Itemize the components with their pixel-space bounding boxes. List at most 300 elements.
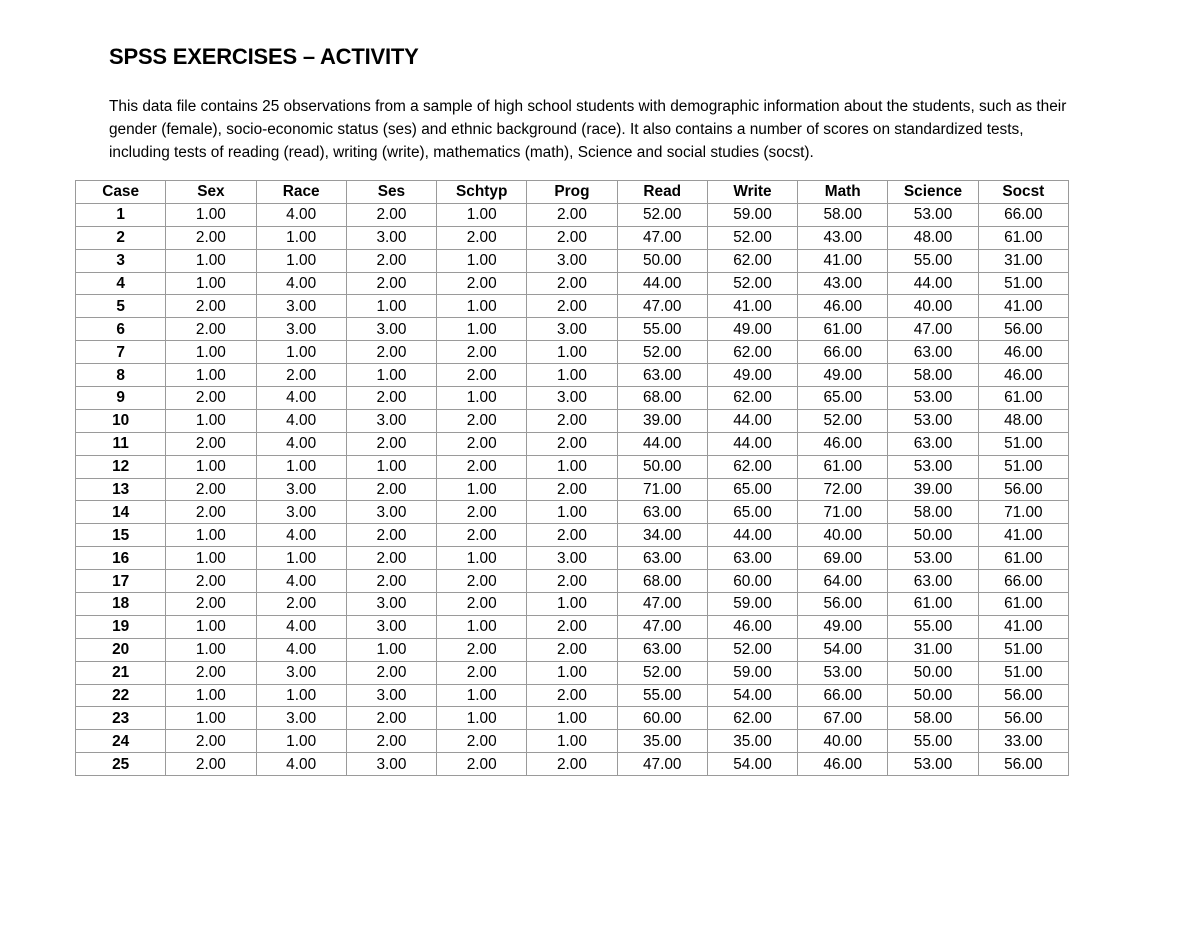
cell-race: 4.00 (256, 615, 346, 638)
cell-sex: 1.00 (166, 249, 256, 272)
cell-race: 2.00 (256, 364, 346, 387)
cell-schtyp: 2.00 (437, 638, 527, 661)
cell-schtyp: 1.00 (437, 318, 527, 341)
cell-socst: 56.00 (978, 707, 1068, 730)
cell-math: 71.00 (798, 501, 888, 524)
cell-ses: 3.00 (346, 409, 436, 432)
cell-socst: 51.00 (978, 661, 1068, 684)
cell-sex: 1.00 (166, 638, 256, 661)
cell-science: 63.00 (888, 432, 978, 455)
cell-ses: 2.00 (346, 524, 436, 547)
cell-race: 4.00 (256, 203, 346, 226)
table-row (76, 615, 1069, 638)
cell-science: 53.00 (888, 409, 978, 432)
cell-read: 52.00 (617, 203, 707, 226)
cell-science: 61.00 (888, 593, 978, 616)
cell-math: 61.00 (798, 318, 888, 341)
cell-schtyp: 2.00 (437, 753, 527, 776)
table-row (76, 684, 1069, 707)
cell-read: 63.00 (617, 501, 707, 524)
cell-read: 47.00 (617, 226, 707, 249)
cell-prog: 2.00 (527, 295, 617, 318)
cell-read: 47.00 (617, 295, 707, 318)
cell-ses: 3.00 (346, 753, 436, 776)
cell-case: 12 (76, 455, 166, 478)
cell-ses: 3.00 (346, 501, 436, 524)
cell-write: 62.00 (707, 387, 797, 410)
header-row (76, 181, 1069, 204)
cell-schtyp: 2.00 (437, 455, 527, 478)
cell-math: 40.00 (798, 524, 888, 547)
cell-science: 47.00 (888, 318, 978, 341)
cell-ses: 2.00 (346, 707, 436, 730)
cell-socst: 51.00 (978, 455, 1068, 478)
cell-science: 63.00 (888, 341, 978, 364)
cell-prog: 2.00 (527, 753, 617, 776)
cell-schtyp: 2.00 (437, 570, 527, 593)
cell-prog: 1.00 (527, 730, 617, 753)
cell-prog: 1.00 (527, 593, 617, 616)
cell-case: 19 (76, 615, 166, 638)
cell-math: 41.00 (798, 249, 888, 272)
cell-write: 52.00 (707, 272, 797, 295)
cell-case: 15 (76, 524, 166, 547)
cell-sex: 1.00 (166, 455, 256, 478)
cell-sex: 2.00 (166, 501, 256, 524)
cell-read: 71.00 (617, 478, 707, 501)
cell-math: 66.00 (798, 341, 888, 364)
cell-write: 44.00 (707, 524, 797, 547)
cell-math: 43.00 (798, 226, 888, 249)
cell-sex: 1.00 (166, 203, 256, 226)
cell-read: 52.00 (617, 661, 707, 684)
table-row (76, 341, 1069, 364)
cell-write: 52.00 (707, 638, 797, 661)
cell-case: 23 (76, 707, 166, 730)
cell-math: 43.00 (798, 272, 888, 295)
cell-write: 59.00 (707, 593, 797, 616)
cell-schtyp: 1.00 (437, 684, 527, 707)
cell-read: 63.00 (617, 638, 707, 661)
cell-science: 63.00 (888, 570, 978, 593)
cell-write: 62.00 (707, 249, 797, 272)
cell-science: 53.00 (888, 203, 978, 226)
cell-race: 3.00 (256, 478, 346, 501)
cell-race: 3.00 (256, 707, 346, 730)
cell-write: 54.00 (707, 684, 797, 707)
cell-math: 53.00 (798, 661, 888, 684)
cell-schtyp: 1.00 (437, 547, 527, 570)
cell-write: 62.00 (707, 707, 797, 730)
data-table (75, 180, 1069, 776)
cell-race: 1.00 (256, 455, 346, 478)
column-header-math: Math (798, 181, 888, 204)
table-row (76, 707, 1069, 730)
cell-math: 67.00 (798, 707, 888, 730)
cell-science: 44.00 (888, 272, 978, 295)
cell-ses: 2.00 (346, 478, 436, 501)
cell-sex: 2.00 (166, 593, 256, 616)
cell-case: 14 (76, 501, 166, 524)
column-header-schtyp: Schtyp (437, 181, 527, 204)
table-row (76, 547, 1069, 570)
column-header-race: Race (256, 181, 346, 204)
cell-race: 3.00 (256, 295, 346, 318)
cell-read: 47.00 (617, 753, 707, 776)
cell-case: 3 (76, 249, 166, 272)
table-row (76, 387, 1069, 410)
cell-sex: 2.00 (166, 318, 256, 341)
cell-socst: 56.00 (978, 753, 1068, 776)
cell-prog: 2.00 (527, 684, 617, 707)
cell-science: 50.00 (888, 684, 978, 707)
cell-schtyp: 2.00 (437, 432, 527, 455)
cell-ses: 2.00 (346, 661, 436, 684)
table-row (76, 432, 1069, 455)
cell-ses: 1.00 (346, 364, 436, 387)
cell-prog: 1.00 (527, 661, 617, 684)
cell-sex: 2.00 (166, 387, 256, 410)
cell-case: 25 (76, 753, 166, 776)
cell-socst: 46.00 (978, 364, 1068, 387)
cell-case: 5 (76, 295, 166, 318)
cell-science: 53.00 (888, 547, 978, 570)
cell-sex: 2.00 (166, 226, 256, 249)
cell-race: 4.00 (256, 432, 346, 455)
table-row (76, 455, 1069, 478)
cell-write: 44.00 (707, 409, 797, 432)
table-row (76, 203, 1069, 226)
cell-sex: 2.00 (166, 730, 256, 753)
cell-prog: 1.00 (527, 455, 617, 478)
cell-science: 53.00 (888, 387, 978, 410)
cell-race: 3.00 (256, 661, 346, 684)
cell-science: 58.00 (888, 364, 978, 387)
cell-race: 4.00 (256, 570, 346, 593)
table-row (76, 501, 1069, 524)
cell-write: 49.00 (707, 364, 797, 387)
cell-socst: 61.00 (978, 593, 1068, 616)
cell-sex: 2.00 (166, 478, 256, 501)
cell-ses: 2.00 (346, 387, 436, 410)
cell-socst: 56.00 (978, 478, 1068, 501)
cell-ses: 3.00 (346, 593, 436, 616)
table-header (76, 181, 1069, 204)
cell-schtyp: 1.00 (437, 203, 527, 226)
cell-prog: 3.00 (527, 249, 617, 272)
cell-sex: 1.00 (166, 272, 256, 295)
cell-race: 4.00 (256, 753, 346, 776)
cell-science: 58.00 (888, 501, 978, 524)
cell-math: 54.00 (798, 638, 888, 661)
cell-prog: 2.00 (527, 272, 617, 295)
cell-case: 22 (76, 684, 166, 707)
cell-schtyp: 2.00 (437, 524, 527, 547)
cell-case: 8 (76, 364, 166, 387)
cell-race: 1.00 (256, 547, 346, 570)
cell-math: 69.00 (798, 547, 888, 570)
cell-math: 40.00 (798, 730, 888, 753)
cell-read: 52.00 (617, 341, 707, 364)
cell-sex: 1.00 (166, 707, 256, 730)
cell-write: 63.00 (707, 547, 797, 570)
cell-ses: 2.00 (346, 570, 436, 593)
table-row (76, 524, 1069, 547)
cell-read: 50.00 (617, 249, 707, 272)
cell-socst: 41.00 (978, 615, 1068, 638)
cell-schtyp: 2.00 (437, 661, 527, 684)
column-header-prog: Prog (527, 181, 617, 204)
cell-math: 56.00 (798, 593, 888, 616)
cell-case: 20 (76, 638, 166, 661)
cell-math: 52.00 (798, 409, 888, 432)
cell-prog: 3.00 (527, 318, 617, 341)
cell-math: 66.00 (798, 684, 888, 707)
cell-case: 10 (76, 409, 166, 432)
cell-case: 9 (76, 387, 166, 410)
cell-ses: 1.00 (346, 638, 436, 661)
cell-socst: 56.00 (978, 318, 1068, 341)
cell-ses: 2.00 (346, 730, 436, 753)
cell-case: 16 (76, 547, 166, 570)
cell-case: 13 (76, 478, 166, 501)
cell-read: 68.00 (617, 387, 707, 410)
cell-case: 7 (76, 341, 166, 364)
cell-socst: 41.00 (978, 295, 1068, 318)
cell-socst: 51.00 (978, 432, 1068, 455)
cell-prog: 1.00 (527, 501, 617, 524)
cell-socst: 51.00 (978, 272, 1068, 295)
cell-race: 4.00 (256, 272, 346, 295)
cell-read: 39.00 (617, 409, 707, 432)
cell-ses: 3.00 (346, 226, 436, 249)
cell-socst: 56.00 (978, 684, 1068, 707)
cell-socst: 31.00 (978, 249, 1068, 272)
cell-case: 2 (76, 226, 166, 249)
cell-prog: 1.00 (527, 707, 617, 730)
table-row (76, 295, 1069, 318)
cell-ses: 2.00 (346, 272, 436, 295)
table-row (76, 364, 1069, 387)
table-row (76, 638, 1069, 661)
cell-schtyp: 2.00 (437, 593, 527, 616)
cell-prog: 2.00 (527, 409, 617, 432)
cell-race: 1.00 (256, 730, 346, 753)
table-row (76, 226, 1069, 249)
cell-sex: 2.00 (166, 753, 256, 776)
cell-socst: 61.00 (978, 547, 1068, 570)
column-header-sex: Sex (166, 181, 256, 204)
cell-write: 41.00 (707, 295, 797, 318)
cell-ses: 3.00 (346, 615, 436, 638)
cell-science: 40.00 (888, 295, 978, 318)
cell-read: 47.00 (617, 593, 707, 616)
cell-sex: 2.00 (166, 295, 256, 318)
cell-read: 68.00 (617, 570, 707, 593)
cell-sex: 1.00 (166, 547, 256, 570)
cell-read: 47.00 (617, 615, 707, 638)
cell-prog: 3.00 (527, 387, 617, 410)
cell-prog: 2.00 (527, 615, 617, 638)
column-header-ses: Ses (346, 181, 436, 204)
cell-read: 63.00 (617, 547, 707, 570)
cell-write: 49.00 (707, 318, 797, 341)
cell-science: 58.00 (888, 707, 978, 730)
table-row (76, 249, 1069, 272)
cell-math: 72.00 (798, 478, 888, 501)
cell-socst: 61.00 (978, 226, 1068, 249)
cell-sex: 2.00 (166, 661, 256, 684)
cell-socst: 51.00 (978, 638, 1068, 661)
cell-schtyp: 1.00 (437, 387, 527, 410)
cell-prog: 2.00 (527, 570, 617, 593)
cell-math: 46.00 (798, 295, 888, 318)
cell-case: 4 (76, 272, 166, 295)
table-row (76, 661, 1069, 684)
cell-read: 34.00 (617, 524, 707, 547)
cell-write: 59.00 (707, 203, 797, 226)
cell-write: 62.00 (707, 341, 797, 364)
document-title: SPSS EXERCISES – ACTIVITY (109, 44, 419, 69)
cell-ses: 3.00 (346, 684, 436, 707)
cell-sex: 1.00 (166, 409, 256, 432)
cell-schtyp: 1.00 (437, 615, 527, 638)
cell-math: 65.00 (798, 387, 888, 410)
cell-socst: 71.00 (978, 501, 1068, 524)
cell-race: 4.00 (256, 524, 346, 547)
cell-write: 59.00 (707, 661, 797, 684)
cell-schtyp: 2.00 (437, 226, 527, 249)
column-header-case: Case (76, 181, 166, 204)
cell-prog: 2.00 (527, 203, 617, 226)
cell-prog: 1.00 (527, 364, 617, 387)
cell-science: 39.00 (888, 478, 978, 501)
cell-race: 1.00 (256, 249, 346, 272)
table-row (76, 318, 1069, 341)
cell-read: 55.00 (617, 318, 707, 341)
cell-write: 60.00 (707, 570, 797, 593)
cell-socst: 61.00 (978, 387, 1068, 410)
cell-race: 3.00 (256, 318, 346, 341)
cell-ses: 2.00 (346, 249, 436, 272)
cell-sex: 2.00 (166, 570, 256, 593)
cell-write: 46.00 (707, 615, 797, 638)
cell-read: 50.00 (617, 455, 707, 478)
cell-math: 61.00 (798, 455, 888, 478)
table-row (76, 753, 1069, 776)
cell-science: 31.00 (888, 638, 978, 661)
cell-schtyp: 1.00 (437, 249, 527, 272)
cell-prog: 1.00 (527, 341, 617, 364)
cell-ses: 2.00 (346, 341, 436, 364)
cell-math: 46.00 (798, 753, 888, 776)
cell-case: 21 (76, 661, 166, 684)
cell-prog: 2.00 (527, 638, 617, 661)
cell-sex: 1.00 (166, 524, 256, 547)
cell-write: 65.00 (707, 501, 797, 524)
cell-race: 4.00 (256, 638, 346, 661)
cell-socst: 33.00 (978, 730, 1068, 753)
cell-write: 52.00 (707, 226, 797, 249)
cell-science: 50.00 (888, 661, 978, 684)
cell-read: 35.00 (617, 730, 707, 753)
cell-race: 3.00 (256, 501, 346, 524)
intro-paragraph: This data file contains 25 observations from a sample of high school students with demographic information about the students, such as their gender (female), socio-economic status (ses) and ethnic background (race). It also contains a number of scores on standardized tests, including tests of reading (read), writing (write), mathematics (math), Science and social studies (socst). (109, 98, 1067, 161)
cell-science: 55.00 (888, 249, 978, 272)
cell-science: 48.00 (888, 226, 978, 249)
cell-schtyp: 1.00 (437, 295, 527, 318)
cell-case: 17 (76, 570, 166, 593)
cell-race: 1.00 (256, 684, 346, 707)
cell-science: 55.00 (888, 730, 978, 753)
cell-ses: 2.00 (346, 547, 436, 570)
cell-socst: 66.00 (978, 570, 1068, 593)
cell-write: 35.00 (707, 730, 797, 753)
cell-schtyp: 2.00 (437, 730, 527, 753)
cell-prog: 2.00 (527, 432, 617, 455)
cell-sex: 1.00 (166, 341, 256, 364)
cell-case: 18 (76, 593, 166, 616)
column-header-socst: Socst (978, 181, 1068, 204)
table-row (76, 272, 1069, 295)
cell-socst: 41.00 (978, 524, 1068, 547)
cell-ses: 2.00 (346, 203, 436, 226)
cell-science: 50.00 (888, 524, 978, 547)
cell-schtyp: 2.00 (437, 272, 527, 295)
cell-schtyp: 2.00 (437, 501, 527, 524)
cell-schtyp: 2.00 (437, 409, 527, 432)
table-row (76, 570, 1069, 593)
cell-math: 46.00 (798, 432, 888, 455)
cell-prog: 2.00 (527, 524, 617, 547)
cell-race: 4.00 (256, 387, 346, 410)
cell-sex: 2.00 (166, 432, 256, 455)
cell-race: 4.00 (256, 409, 346, 432)
cell-case: 1 (76, 203, 166, 226)
cell-science: 53.00 (888, 455, 978, 478)
cell-science: 53.00 (888, 753, 978, 776)
cell-math: 58.00 (798, 203, 888, 226)
cell-write: 65.00 (707, 478, 797, 501)
cell-math: 49.00 (798, 615, 888, 638)
cell-schtyp: 1.00 (437, 478, 527, 501)
column-header-write: Write (707, 181, 797, 204)
cell-sex: 1.00 (166, 364, 256, 387)
cell-write: 62.00 (707, 455, 797, 478)
cell-ses: 3.00 (346, 318, 436, 341)
cell-race: 2.00 (256, 593, 346, 616)
column-header-read: Read (617, 181, 707, 204)
cell-science: 55.00 (888, 615, 978, 638)
cell-schtyp: 2.00 (437, 364, 527, 387)
cell-ses: 1.00 (346, 295, 436, 318)
column-header-science: Science (888, 181, 978, 204)
cell-math: 64.00 (798, 570, 888, 593)
cell-race: 1.00 (256, 341, 346, 364)
cell-race: 1.00 (256, 226, 346, 249)
table-row (76, 478, 1069, 501)
cell-ses: 1.00 (346, 455, 436, 478)
cell-ses: 2.00 (346, 432, 436, 455)
cell-write: 44.00 (707, 432, 797, 455)
cell-case: 24 (76, 730, 166, 753)
cell-write: 54.00 (707, 753, 797, 776)
cell-socst: 46.00 (978, 341, 1068, 364)
cell-read: 44.00 (617, 272, 707, 295)
cell-read: 63.00 (617, 364, 707, 387)
cell-read: 55.00 (617, 684, 707, 707)
table-row (76, 730, 1069, 753)
